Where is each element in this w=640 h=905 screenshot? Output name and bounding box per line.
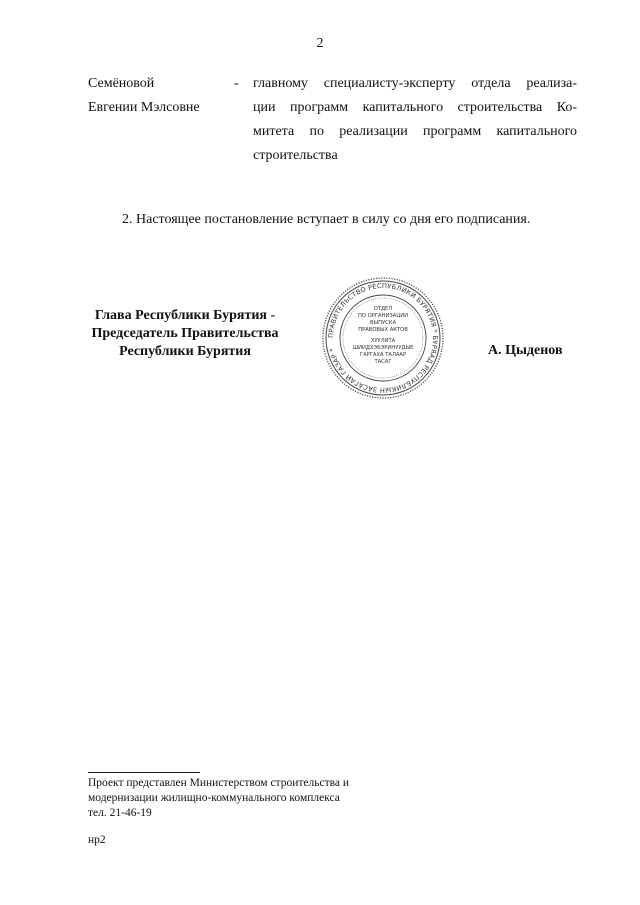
stamp-outer-text: ПРАВИТЕЛЬСТВО РЕСПУБЛИКИ БУРЯТИЯ * БУРЯАД РЕСПУБЛИКЫН ЗАСАГАЙ ГАЗАР * <box>326 281 440 395</box>
position-line: главному специалисту-эксперту отдела реализа- <box>253 76 577 91</box>
signer-title-line: Глава Республики Бурятия - <box>94 308 276 323</box>
position-line: строительства <box>253 148 338 163</box>
person-position <box>253 72 577 168</box>
stamp-inner-line: ВЫПУСКА <box>369 320 397 326</box>
footnote <box>88 776 428 821</box>
effective-date-clause: 2. Настоящее постановление вступает в силу со дня его подписания. <box>122 212 531 227</box>
person-surname: Семёновой <box>88 76 155 91</box>
person-name <box>88 72 238 120</box>
footnote-line: модернизации жилищно-коммунального комплекса <box>88 792 340 804</box>
stamp-inner-line: ПРАВОВЫХ АКТОВ <box>358 327 408 333</box>
signer-title <box>70 307 300 361</box>
stamp-inner-line: ПО ОРГАНИЗАЦИИ <box>357 313 409 319</box>
footnote-divider <box>88 772 200 773</box>
position-line: ции программ капитального строительства Ко- <box>253 100 577 115</box>
footnote-line: тел. 21-46-19 <box>88 807 152 819</box>
page-number: 2 <box>316 36 324 51</box>
document-code: нр2 <box>88 834 106 846</box>
footnote-line: Проект представлен Министерством строительства и <box>88 777 350 789</box>
signer-name: А. Цыденов <box>488 343 563 358</box>
entry-dash: - <box>234 76 239 91</box>
appointment-entry <box>88 72 578 172</box>
stamp-inner-line: ГАРГАХА ТАЛААР <box>359 352 407 358</box>
signer-title-line: Республики Бурятия <box>119 344 251 359</box>
stamp-inner-line: ОТДЕЛ <box>373 306 393 312</box>
signer-title-line: Председатель Правительства <box>91 326 279 341</box>
stamp-inner-line: ШИИДХЭБЭРИНУУДЫЕ <box>352 345 414 351</box>
person-given-name: Евгении Мэлсовне <box>88 100 200 115</box>
stamp-inner-line: ТАСАГ <box>374 359 392 365</box>
position-line: митета по реализации программ капитального <box>253 124 577 139</box>
stamp-inner-line: ХУУЛИТА <box>370 338 396 344</box>
official-seal-stamp <box>320 275 446 401</box>
